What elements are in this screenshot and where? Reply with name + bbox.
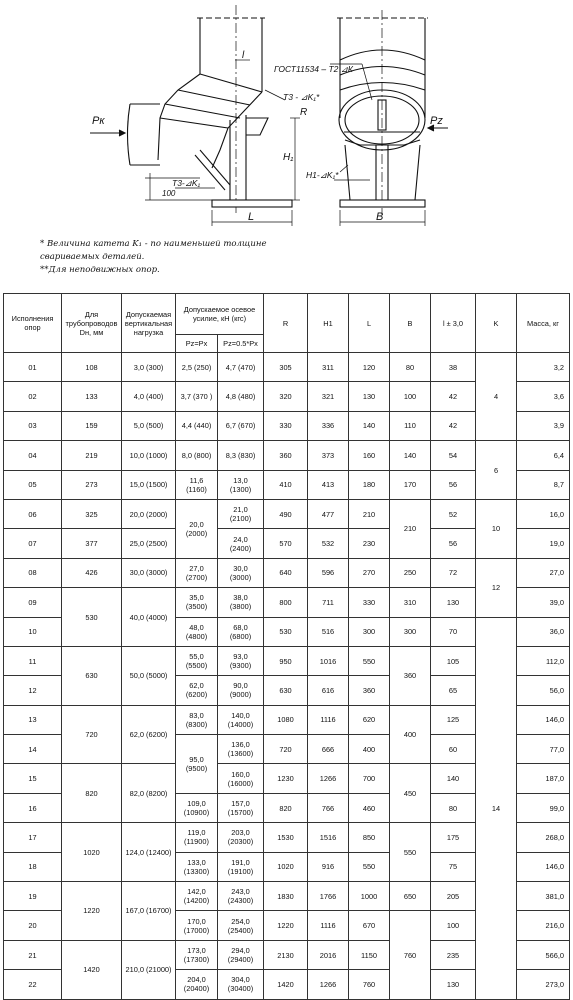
cell-dn: 219 xyxy=(62,441,122,470)
cell-r: 490 xyxy=(264,499,308,528)
cell-l-tolerance: 38 xyxy=(431,353,476,382)
cell-l-tolerance: 42 xyxy=(431,382,476,411)
cell-execution: 04 xyxy=(4,441,62,470)
cell-l: 210 xyxy=(349,499,390,528)
cell-pz-half: 191,0 (19100) xyxy=(218,852,264,881)
cell-execution: 19 xyxy=(4,882,62,911)
cell-h1: 516 xyxy=(308,617,349,646)
R-label: R xyxy=(300,107,308,118)
cell-pz-half: 294,0 (29400) xyxy=(218,940,264,969)
cell-pz-px: 109,0 (10900) xyxy=(176,793,218,822)
cell-vertical: 20,0 (2000) xyxy=(122,499,176,528)
cell-vertical: 50,0 (5000) xyxy=(122,646,176,705)
cell-b: 100 xyxy=(390,382,431,411)
cell-r: 640 xyxy=(264,558,308,587)
cell-mass: 16,0 xyxy=(517,499,570,528)
cell-l: 120 xyxy=(349,353,390,382)
cell-b: 310 xyxy=(390,588,431,617)
cell-b: 550 xyxy=(390,823,431,882)
B-label: B xyxy=(376,211,384,223)
cell-h1: 311 xyxy=(308,353,349,382)
note-line: свариваемых деталей. xyxy=(40,252,145,262)
cell-execution: 01 xyxy=(4,353,62,382)
cell-execution: 05 xyxy=(4,470,62,499)
cell-l: 400 xyxy=(349,735,390,764)
cell-execution: 09 xyxy=(4,588,62,617)
cell-vertical: 124,0 (12400) xyxy=(122,823,176,882)
cell-dn: 273 xyxy=(62,470,122,499)
cell-pz-half: 93,0 (9300) xyxy=(218,646,264,675)
cell-r: 1080 xyxy=(264,705,308,734)
cell-mass: 39,0 xyxy=(517,588,570,617)
support-drawing xyxy=(0,0,573,232)
cell-l-tolerance: 130 xyxy=(431,588,476,617)
cell-dn: 108 xyxy=(62,353,122,382)
cell-b: 80 xyxy=(390,353,431,382)
cell-dn: 159 xyxy=(62,411,122,440)
header-r: R xyxy=(264,294,308,353)
cell-l: 160 xyxy=(349,441,390,470)
cell-vertical: 82,0 (8200) xyxy=(122,764,176,823)
cell-l-tolerance: 235 xyxy=(431,940,476,969)
cell-dn: 377 xyxy=(62,529,122,558)
cell-l-tolerance: 54 xyxy=(431,441,476,470)
cell-r: 360 xyxy=(264,441,308,470)
header-k: K xyxy=(476,294,517,353)
cell-b: 360 xyxy=(390,646,431,705)
cell-execution: 18 xyxy=(4,852,62,881)
cell-l: 850 xyxy=(349,823,390,852)
cell-l-tolerance: 75 xyxy=(431,852,476,881)
cell-mass: 112,0 xyxy=(517,646,570,675)
cell-mass: 187,0 xyxy=(517,764,570,793)
cell-dn: 1420 xyxy=(62,940,122,999)
cell-k: 6 xyxy=(476,441,517,500)
cell-vertical: 4,0 (400) xyxy=(122,382,176,411)
cell-h1: 1266 xyxy=(308,764,349,793)
support-spec-table xyxy=(3,293,570,1000)
cell-vertical: 167,0 (16700) xyxy=(122,882,176,941)
cell-mass: 36,0 xyxy=(517,617,570,646)
cell-mass: 6,4 xyxy=(517,441,570,470)
cell-r: 410 xyxy=(264,470,308,499)
cell-pz-px: 119,0 (11900) xyxy=(176,823,218,852)
cell-l: 620 xyxy=(349,705,390,734)
cell-l: 670 xyxy=(349,911,390,940)
cell-vertical: 62,0 (6200) xyxy=(122,705,176,764)
cell-l-tolerance: 140 xyxy=(431,764,476,793)
cell-mass: 19,0 xyxy=(517,529,570,558)
cell-h1: 336 xyxy=(308,411,349,440)
cell-b: 170 xyxy=(390,470,431,499)
cell-r: 2130 xyxy=(264,940,308,969)
cell-vertical: 3,0 (300) xyxy=(122,353,176,382)
cell-l: 550 xyxy=(349,646,390,675)
cell-pz-px: 35,0 (3500) xyxy=(176,588,218,617)
cell-l-tolerance: 60 xyxy=(431,735,476,764)
header-pz-half: Pz=0.5*Px xyxy=(218,335,264,353)
cell-pz-px: 48,0 (4800) xyxy=(176,617,218,646)
cell-h1: 413 xyxy=(308,470,349,499)
cell-execution: 16 xyxy=(4,793,62,822)
cell-execution: 22 xyxy=(4,970,62,999)
cell-dn: 1220 xyxy=(62,882,122,941)
cell-l-tolerance: 175 xyxy=(431,823,476,852)
header-execution: Исполнения опор xyxy=(4,294,62,353)
cell-l-tolerance: 205 xyxy=(431,882,476,911)
cell-pz-half: 4,7 (470) xyxy=(218,353,264,382)
cell-mass: 56,0 xyxy=(517,676,570,705)
cell-execution: 03 xyxy=(4,411,62,440)
cell-pz-px: 204,0 (20400) xyxy=(176,970,218,999)
cell-pz-half: 136,0 (13600) xyxy=(218,735,264,764)
cell-pz-half: 254,0 (25400) xyxy=(218,911,264,940)
cell-vertical: 30,0 (3000) xyxy=(122,558,176,587)
cell-pz-px: 4,4 (440) xyxy=(176,411,218,440)
cell-mass: 8,7 xyxy=(517,470,570,499)
cell-execution: 20 xyxy=(4,911,62,940)
cell-r: 630 xyxy=(264,676,308,705)
cell-pz-px: 55,0 (5500) xyxy=(176,646,218,675)
L-label: L xyxy=(248,211,255,223)
cell-b: 450 xyxy=(390,764,431,823)
cell-execution: 15 xyxy=(4,764,62,793)
header-h1: H1 xyxy=(308,294,349,353)
cell-pz-half: 30,0 (3000) xyxy=(218,558,264,587)
cell-dn: 820 xyxy=(62,764,122,823)
cell-l: 130 xyxy=(349,382,390,411)
header-b: B xyxy=(390,294,431,353)
note-line: * Величина катета K₁ - по наименьшей толщине xyxy=(40,239,267,249)
cell-k: 10 xyxy=(476,499,517,558)
note-line: **Для неподвижных опор. xyxy=(40,265,160,275)
cell-l-tolerance: 130 xyxy=(431,970,476,999)
cell-l: 230 xyxy=(349,529,390,558)
cell-pz-half: 13,0 (1300) xyxy=(218,470,264,499)
header-vertical-load: Допускаемая вертикальная нагрузка xyxy=(122,294,176,353)
cell-execution: 17 xyxy=(4,823,62,852)
cell-r: 720 xyxy=(264,735,308,764)
weld-t3-top-label: Т3 - ⊿K₁* xyxy=(283,92,320,102)
cell-b: 110 xyxy=(390,411,431,440)
cell-l: 550 xyxy=(349,852,390,881)
cell-l: 180 xyxy=(349,470,390,499)
cell-mass: 381,0 xyxy=(517,882,570,911)
cell-l: 330 xyxy=(349,588,390,617)
cell-pz-px: 2,5 (250) xyxy=(176,353,218,382)
cell-b: 140 xyxy=(390,441,431,470)
cell-h1: 916 xyxy=(308,852,349,881)
cell-h1: 1116 xyxy=(308,705,349,734)
cell-execution: 14 xyxy=(4,735,62,764)
cell-dn: 426 xyxy=(62,558,122,587)
table-row xyxy=(4,441,570,470)
cell-vertical: 40,0 (4000) xyxy=(122,588,176,647)
table-row xyxy=(4,558,570,587)
cell-execution: 07 xyxy=(4,529,62,558)
header-dn: Для трубопроводов Dн, мм xyxy=(62,294,122,353)
cell-pz-px: 11,6 (1160) xyxy=(176,470,218,499)
cell-l-tolerance: 105 xyxy=(431,646,476,675)
cell-l: 1150 xyxy=(349,940,390,969)
cell-pz-half: 68,0 (6800) xyxy=(218,617,264,646)
header-l: L xyxy=(349,294,390,353)
header-axial-force: Допускаемое осевое усилие, кН (кгс) xyxy=(176,294,264,335)
cell-l: 360 xyxy=(349,676,390,705)
cell-l-tolerance: 72 xyxy=(431,558,476,587)
cell-pz-px: 133,0 (13300) xyxy=(176,852,218,881)
cell-l: 460 xyxy=(349,793,390,822)
cell-vertical: 25,0 (2500) xyxy=(122,529,176,558)
cell-l-tolerance: 70 xyxy=(431,617,476,646)
cell-pz-px: 142,0 (14200) xyxy=(176,882,218,911)
cell-b: 650 xyxy=(390,882,431,911)
cell-l: 140 xyxy=(349,411,390,440)
cell-l: 700 xyxy=(349,764,390,793)
cell-l-tolerance: 100 xyxy=(431,911,476,940)
cell-b: 250 xyxy=(390,558,431,587)
cell-r: 1420 xyxy=(264,970,308,999)
cell-h1: 1266 xyxy=(308,970,349,999)
cell-mass: 146,0 xyxy=(517,852,570,881)
cell-pz-px: 170,0 (17000) xyxy=(176,911,218,940)
cell-r: 800 xyxy=(264,588,308,617)
header-mass: Масса, кг xyxy=(517,294,570,353)
cell-vertical: 210,0 (21000) xyxy=(122,940,176,999)
cell-l: 1000 xyxy=(349,882,390,911)
cell-pz-half: 38,0 (3800) xyxy=(218,588,264,617)
cell-mass: 273,0 xyxy=(517,970,570,999)
header-l-tolerance: l ± 3,0 xyxy=(431,294,476,353)
cell-execution: 11 xyxy=(4,646,62,675)
cell-pz-half: 90,0 (9000) xyxy=(218,676,264,705)
cell-l: 270 xyxy=(349,558,390,587)
cell-r: 570 xyxy=(264,529,308,558)
cell-r: 1020 xyxy=(264,852,308,881)
cell-mass: 216,0 xyxy=(517,911,570,940)
cell-pz-half: 24,0 (2400) xyxy=(218,529,264,558)
cell-execution: 10 xyxy=(4,617,62,646)
cell-h1: 1766 xyxy=(308,882,349,911)
cell-r: 330 xyxy=(264,411,308,440)
cell-dn: 720 xyxy=(62,705,122,764)
cell-l-tolerance: 125 xyxy=(431,705,476,734)
gost-label: ГОСТ11534 – Т2 ⊿К xyxy=(274,64,353,74)
cell-pz-half: 8,3 (830) xyxy=(218,441,264,470)
cell-r: 305 xyxy=(264,353,308,382)
cell-h1: 321 xyxy=(308,382,349,411)
cell-pz-px: 20,0 (2000) xyxy=(176,499,218,558)
cell-mass: 27,0 xyxy=(517,558,570,587)
cell-k: 14 xyxy=(476,617,517,999)
cell-dn: 1020 xyxy=(62,823,122,882)
cell-mass: 3,9 xyxy=(517,411,570,440)
cell-vertical: 5,0 (500) xyxy=(122,411,176,440)
cell-pz-px: 95,0 (9500) xyxy=(176,735,218,794)
cell-dn: 133 xyxy=(62,382,122,411)
cell-r: 1830 xyxy=(264,882,308,911)
cell-execution: 13 xyxy=(4,705,62,734)
cell-execution: 02 xyxy=(4,382,62,411)
cell-execution: 08 xyxy=(4,558,62,587)
cell-pz-px: 83,0 (8300) xyxy=(176,705,218,734)
cell-h1: 766 xyxy=(308,793,349,822)
pz-label: Pz xyxy=(430,115,443,127)
cell-execution: 21 xyxy=(4,940,62,969)
cell-pz-half: 6,7 (670) xyxy=(218,411,264,440)
cell-pz-half: 157,0 (15700) xyxy=(218,793,264,822)
cell-b: 300 xyxy=(390,617,431,646)
cell-h1: 477 xyxy=(308,499,349,528)
cell-r: 1230 xyxy=(264,764,308,793)
cell-pz-half: 304,0 (30400) xyxy=(218,970,264,999)
cell-pz-px: 27,0 (2700) xyxy=(176,558,218,587)
cell-l-tolerance: 42 xyxy=(431,411,476,440)
cell-l-tolerance: 52 xyxy=(431,499,476,528)
cell-l-tolerance: 56 xyxy=(431,529,476,558)
weld-t3-side-label: Т3-⊿K₁ xyxy=(172,178,201,188)
cell-r: 950 xyxy=(264,646,308,675)
cell-h1: 373 xyxy=(308,441,349,470)
cell-l-tolerance: 65 xyxy=(431,676,476,705)
cell-pz-half: 160,0 (16000) xyxy=(218,764,264,793)
cell-pz-px: 3,7 (370 ) xyxy=(176,382,218,411)
cell-l: 300 xyxy=(349,617,390,646)
cell-h1: 666 xyxy=(308,735,349,764)
cell-dn: 530 xyxy=(62,588,122,647)
cell-h1: 596 xyxy=(308,558,349,587)
cell-r: 820 xyxy=(264,793,308,822)
cell-pz-half: 203,0 (20300) xyxy=(218,823,264,852)
cell-mass: 146,0 xyxy=(517,705,570,734)
l-small-label: l xyxy=(242,50,245,61)
cell-dn: 325 xyxy=(62,499,122,528)
cell-h1: 532 xyxy=(308,529,349,558)
cell-h1: 2016 xyxy=(308,940,349,969)
cell-k: 12 xyxy=(476,558,517,617)
cell-r: 1530 xyxy=(264,823,308,852)
cell-pz-half: 243,0 (24300) xyxy=(218,882,264,911)
weld-h1-label: Н1-⊿K₁* xyxy=(306,170,339,180)
cell-pz-px: 8,0 (800) xyxy=(176,441,218,470)
cell-b: 400 xyxy=(390,705,431,764)
cell-dn: 630 xyxy=(62,646,122,705)
pk-label: Pк xyxy=(92,115,105,127)
cell-execution: 06 xyxy=(4,499,62,528)
cell-pz-px: 62,0 (6200) xyxy=(176,676,218,705)
table-row xyxy=(4,353,570,382)
cell-h1: 616 xyxy=(308,676,349,705)
header-pz-px: Pz=Px xyxy=(176,335,218,353)
cell-h1: 1516 xyxy=(308,823,349,852)
cell-r: 1220 xyxy=(264,911,308,940)
cell-h1: 711 xyxy=(308,588,349,617)
cell-mass: 566,0 xyxy=(517,940,570,969)
cell-k: 4 xyxy=(476,353,517,441)
cell-l-tolerance: 56 xyxy=(431,470,476,499)
drawing-notes xyxy=(40,238,267,277)
cell-h1: 1016 xyxy=(308,646,349,675)
cell-mass: 99,0 xyxy=(517,793,570,822)
cell-h1: 1116 xyxy=(308,911,349,940)
table-row xyxy=(4,499,570,528)
cell-pz-half: 140,0 (14000) xyxy=(218,705,264,734)
cell-pz-px: 173,0 (17300) xyxy=(176,940,218,969)
cell-b: 760 xyxy=(390,911,431,999)
cell-r: 530 xyxy=(264,617,308,646)
cell-mass: 3,2 xyxy=(517,353,570,382)
cell-l: 760 xyxy=(349,970,390,999)
cell-r: 320 xyxy=(264,382,308,411)
cell-vertical: 10,0 (1000) xyxy=(122,441,176,470)
cell-pz-half: 21,0 (2100) xyxy=(218,499,264,528)
cell-execution: 12 xyxy=(4,676,62,705)
dim-100-label: 100 xyxy=(162,189,176,198)
cell-pz-half: 4,8 (480) xyxy=(218,382,264,411)
cell-l-tolerance: 80 xyxy=(431,793,476,822)
cell-b: 210 xyxy=(390,499,431,558)
cell-mass: 3,6 xyxy=(517,382,570,411)
cell-vertical: 15,0 (1500) xyxy=(122,470,176,499)
cell-mass: 268,0 xyxy=(517,823,570,852)
cell-mass: 77,0 xyxy=(517,735,570,764)
H1-label: H₁ xyxy=(283,152,294,163)
